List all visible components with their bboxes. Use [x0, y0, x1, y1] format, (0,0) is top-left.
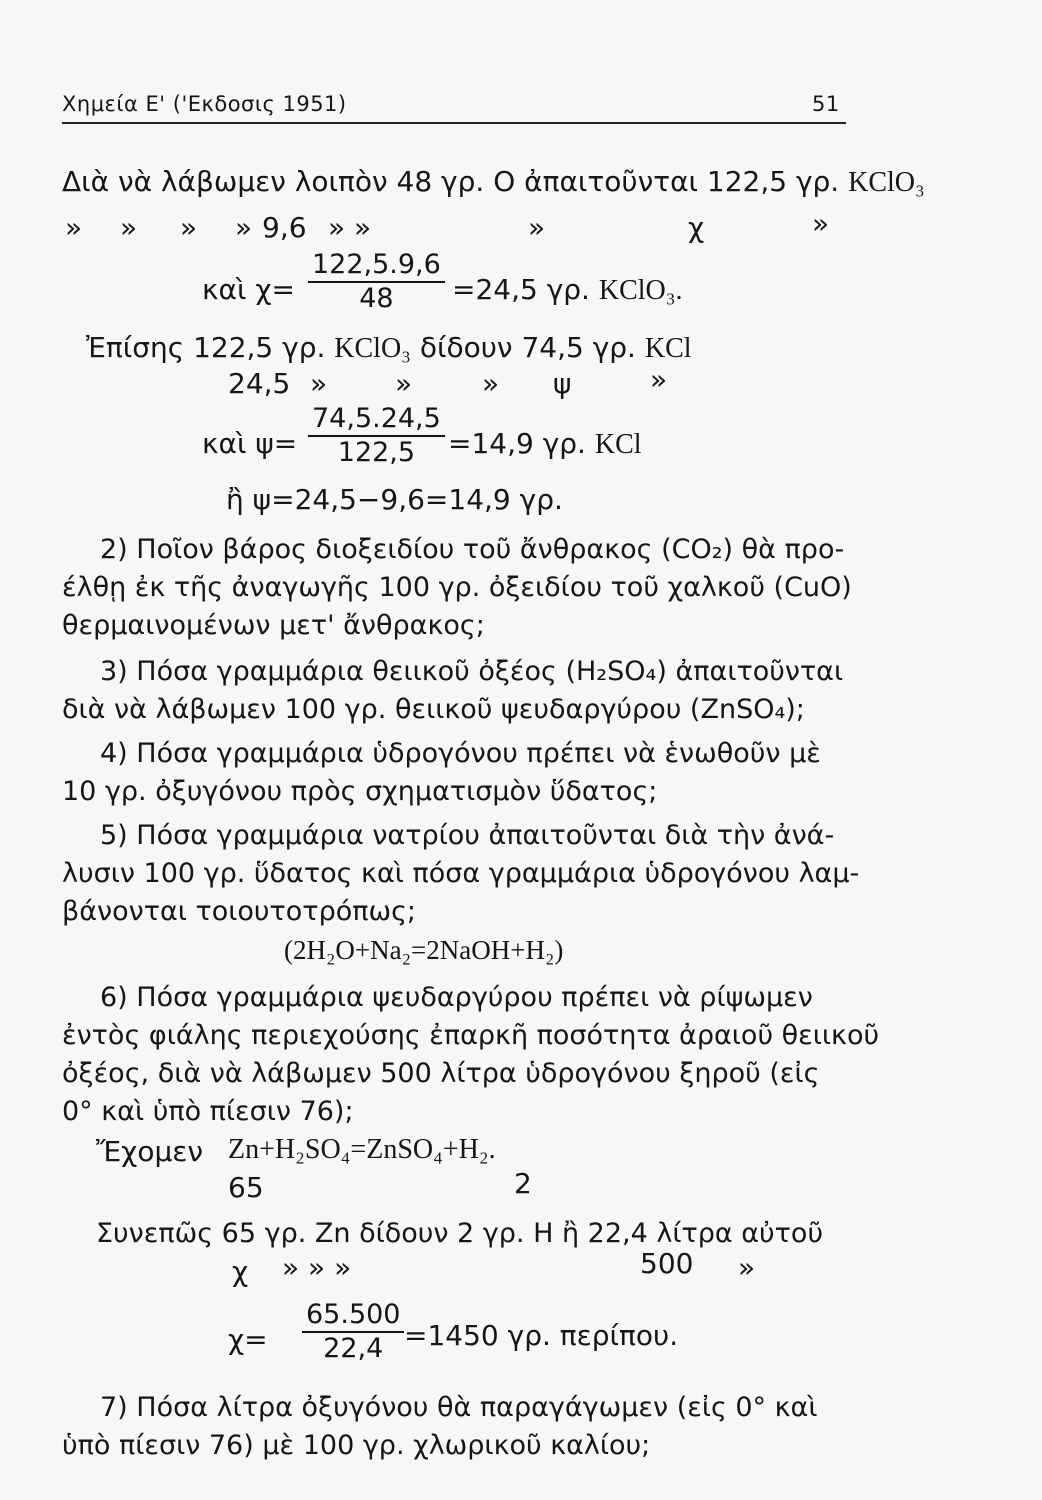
solution-line-4-chem: KClO₃ — [334, 333, 411, 364]
ditto-mark: » — [650, 363, 668, 396]
ditto-marks: » » » — [282, 1251, 352, 1284]
fraction-1-result — [452, 272, 683, 309]
fraction-3-denominator: 22,4 — [323, 1333, 384, 1364]
ditto-value: 9,6 — [262, 211, 307, 244]
solution-line-1-text: Διὰ νὰ λάβωμεν λοιπὸν 48 γρ. Ο ἀπαιτοῦνται 122,5 γρ. — [62, 165, 840, 198]
problem-5-equation: (2H₂O+Na₂=2NaOH+H₂) — [284, 935, 564, 965]
fraction-1-result-chem: KClO₃. — [598, 275, 683, 306]
value-500: 500 — [640, 1247, 694, 1280]
fraction-2-numerator: 74,5.24,5 — [308, 403, 445, 437]
variable-x: χ — [232, 1255, 249, 1288]
problem-2-line-1: 2) Ποῖον βάρος διοξειδίου τοῦ ἄνθρακος (CO₂) θὰ προ- — [100, 534, 845, 565]
problem-4-line-2: 10 γρ. ὀξυγόνου πρὸς σχηματισμὸν ὕδατος; — [62, 776, 658, 807]
ditto-mark: » — [65, 211, 83, 244]
fraction-3-result: =1450 γρ. περίπου. — [404, 1319, 679, 1352]
reaction-mass-h2: 2 — [514, 1167, 532, 1200]
problem-6-line-4: 0° καὶ ὑπὸ πίεσιν 76); — [62, 1096, 354, 1127]
fraction-1-denominator: 48 — [359, 283, 394, 314]
ditto-mark: » — [738, 1251, 756, 1284]
fraction-3-numerator: 65.500 — [302, 1299, 404, 1333]
fraction-3 — [302, 1299, 404, 1365]
problem-5-line-3: βάνονται τοιουτοτρόπως; — [62, 896, 417, 927]
problem-6-line-2: ἐντὸς φιάλης περιεχούσης ἐπαρκῆ ποσότητα ἀραιοῦ θειικοῦ — [62, 1020, 880, 1051]
problem-2-line-2: έλθῃ ἐκ τῆς ἀναγωγῆς 100 γρ. ὀξειδίου τοῦ χαλκοῦ (CuO) — [62, 572, 852, 603]
ditto-mark: » — [395, 367, 413, 400]
fraction-1-result-text: =24,5 γρ. — [452, 273, 590, 306]
reaction-formula: Zn+H₂SO₄=ZnSO₄+H₂. — [228, 1134, 496, 1165]
variable-psi: ψ — [553, 367, 572, 400]
ditto-mark: » — [528, 211, 546, 244]
problem-7-line-2: ὑπὸ πίεσιν 76) μὲ 100 γρ. χλωρικοῦ καλίου; — [62, 1430, 651, 1461]
problem-5-line-2: λυσιν 100 γρ. ὕδατος καὶ πόσα γραμμάρια ὑδρογόνου λαμ- — [62, 858, 860, 889]
problem-4-line-1: 4) Πόσα γραμμάρια ὑδρογόνου πρέπει νὰ ἑνωθοῦν μὲ — [100, 738, 821, 769]
solution-line-7: ἢ ψ=24,5−9,6=14,9 γρ. — [226, 483, 563, 516]
problem-7-line-1: 7) Πόσα λίτρα ὀξυγόνου θὰ παραγάγωμεν (εἰς 0° καὶ — [100, 1392, 818, 1423]
problem-3-line-1: 3) Πόσα γραμμάρια θειικοῦ ὀξέος (H₂SO₄) ἀπαιτοῦνται — [100, 656, 844, 687]
fraction-1-lead: καὶ χ= — [202, 273, 295, 306]
fraction-3-lead: χ= — [228, 1323, 268, 1356]
ditto-mark: » — [482, 367, 500, 400]
ditto-mark: » — [235, 211, 253, 244]
running-header-title: Χημεία Ε' ('Εκδοσις 1951) — [62, 92, 347, 116]
therefore-line: Συνεπῶς 65 γρ. Zn δίδουν 2 γρ. H ἢ 22,4 λίτρα αὐτοῦ — [96, 1218, 824, 1249]
fraction-1-numerator: 122,5.9,6 — [308, 249, 445, 283]
fraction-1 — [308, 249, 445, 315]
solution-line-4-b: δίδουν 74,5 γρ. — [419, 331, 636, 364]
reaction-mass-zn: 65 — [228, 1171, 264, 1204]
ditto-mark: » » — [328, 211, 372, 244]
solution-line-1-chem: KClO₃ — [848, 167, 925, 198]
solution-line-4-a: Ἐπίσης 122,5 γρ. — [86, 331, 326, 364]
solution-line-4-chem2: KCl — [644, 333, 692, 364]
reaction-lead: Ἔχομεν — [96, 1135, 204, 1168]
ditto-mark: » — [812, 207, 830, 240]
fraction-2-lead: καὶ ψ= — [202, 427, 298, 460]
solution-line-1 — [62, 164, 925, 201]
ditto-value: 24,5 — [228, 367, 291, 400]
solution-line-4 — [86, 330, 692, 367]
fraction-2-result — [448, 426, 642, 463]
problem-6-line-1: 6) Πόσα γραμμάρια ψευδαργύρου πρέπει νὰ ρίψωμεν — [100, 982, 813, 1013]
problem-5-line-1: 5) Πόσα γραμμάρια νατρίου ἀπαιτοῦνται διὰ τὴν ἀνά- — [100, 820, 835, 851]
header-rule — [62, 122, 846, 124]
problem-3-line-2: διὰ νὰ λάβωμεν 100 γρ. θειικοῦ ψευδαργύρου (ZnSO₄); — [62, 694, 805, 725]
fraction-2-result-text: =14,9 γρ. — [448, 427, 586, 460]
fraction-2 — [308, 403, 445, 469]
page-number: 51 — [812, 92, 840, 116]
ditto-mark: » — [120, 211, 138, 244]
variable-x: χ — [688, 211, 705, 244]
problem-6-line-3: ὀξέος, διὰ νὰ λάβωμεν 500 λίτρα ὑδρογόνου ξηροῦ (εἰς — [62, 1058, 820, 1089]
fraction-2-result-chem: KCl — [594, 429, 642, 460]
ditto-mark: » — [180, 211, 198, 244]
ditto-mark: » — [310, 367, 328, 400]
problem-2-line-3: θερμαινομένων μετ' ἄνθρακος; — [62, 610, 485, 641]
fraction-2-denominator: 122,5 — [337, 437, 416, 468]
